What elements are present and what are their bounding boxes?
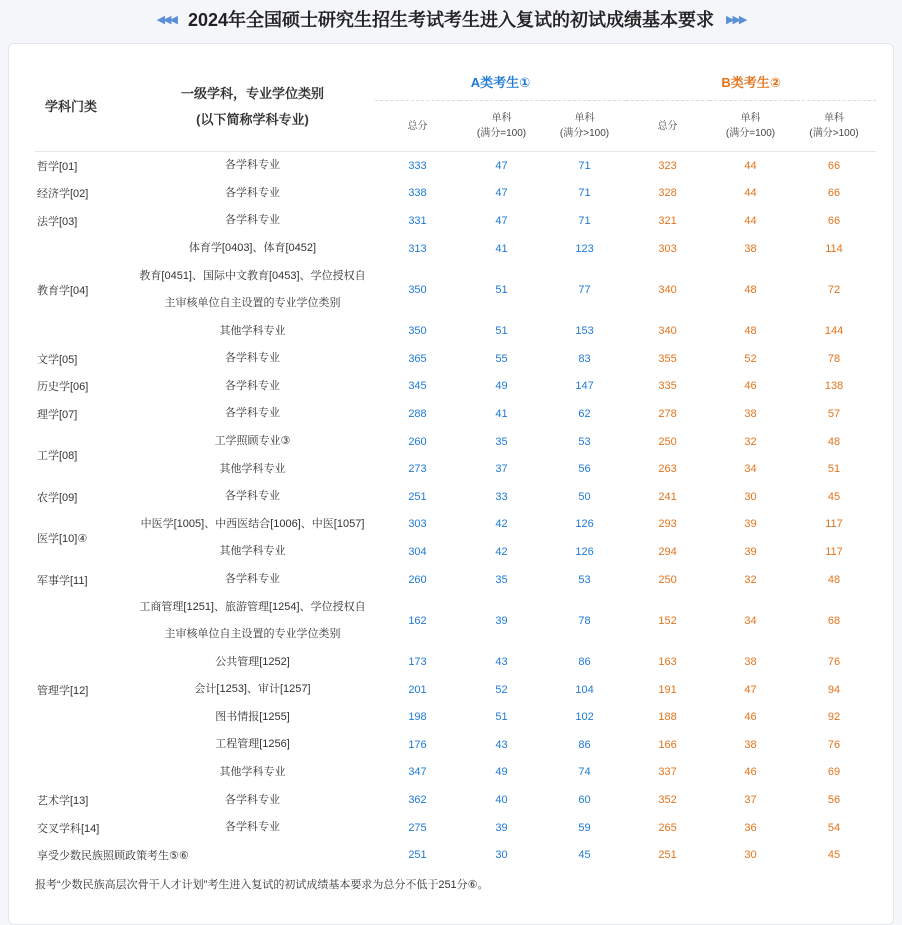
category-cell: 法学[03] (37, 215, 78, 228)
score-a-2: 71 (578, 214, 591, 227)
table-row (35, 235, 876, 263)
score-a-2: 71 (578, 187, 591, 200)
score-a-0: 365 (408, 352, 427, 365)
score-a-1: 43 (495, 738, 508, 751)
table-row (35, 814, 876, 842)
category-cell: 历史学[06] (37, 381, 89, 394)
category-cell: 文学[05] (37, 353, 78, 366)
score-a-2: 86 (578, 656, 591, 669)
score-b-1: 37 (744, 794, 757, 807)
header-b-total: 总分 (626, 101, 709, 152)
score-b-2: 138 (824, 380, 844, 393)
score-a-0: 273 (408, 463, 427, 476)
score-a-0: 338 (408, 187, 427, 200)
score-b-0: 303 (658, 242, 677, 255)
table-row (35, 180, 876, 208)
score-b-2: 114 (825, 242, 843, 255)
score-b-1: 30 (744, 849, 757, 862)
major-cell: 各学科专业 (225, 821, 280, 834)
score-b-2: 48 (827, 435, 841, 448)
score-a-2: 53 (578, 435, 591, 448)
score-b-2: 78 (827, 352, 841, 365)
score-a-1: 51 (495, 711, 508, 724)
score-b-0: 250 (658, 573, 677, 586)
score-b-0: 328 (658, 187, 677, 200)
score-a-2: 123 (575, 242, 594, 255)
score-a-0: 347 (408, 766, 427, 779)
score-b-0: 250 (658, 435, 677, 448)
score-a-1: 35 (495, 435, 508, 448)
score-a-2: 147 (575, 380, 594, 393)
score-b-2: 45 (827, 849, 841, 862)
score-a-0: 173 (408, 656, 427, 669)
header-group-a: A类考生① (375, 62, 626, 101)
score-a-2: 45 (578, 849, 591, 862)
score-a-2: 60 (578, 794, 591, 807)
score-a-0: 260 (408, 435, 427, 448)
score-table-body (35, 152, 876, 870)
score-a-2: 62 (578, 407, 591, 420)
table-row (35, 455, 876, 483)
major-cell: 图书情报[1255] (215, 710, 290, 723)
score-b-0: 251 (658, 849, 677, 862)
score-a-0: 313 (408, 242, 427, 255)
score-a-2: 59 (578, 821, 591, 834)
score-b-1: 44 (744, 159, 757, 172)
table-row (35, 483, 876, 511)
score-a-2: 102 (575, 711, 594, 724)
score-b-2: 69 (827, 766, 841, 779)
category-cell: 教育学[04] (37, 284, 89, 297)
score-a-1: 52 (495, 683, 508, 696)
score-b-1: 38 (744, 242, 757, 255)
table-row (35, 704, 876, 732)
score-a-1: 51 (495, 325, 508, 338)
score-b-1: 38 (744, 656, 757, 669)
score-b-0: 323 (658, 159, 677, 172)
table-row (35, 841, 876, 869)
major-cell: 各学科专业 (225, 214, 280, 227)
score-a-1: 37 (495, 463, 508, 476)
score-b-1: 48 (744, 283, 757, 296)
major-cell: 其他学科专业 (219, 324, 286, 337)
table-row (35, 152, 876, 180)
score-a-1: 30 (495, 849, 508, 862)
score-b-1: 47 (744, 683, 757, 696)
score-a-2: 86 (578, 738, 591, 751)
score-a-1: 40 (495, 794, 508, 807)
category-cell: 工学[08] (37, 450, 78, 463)
score-b-0: 241 (658, 490, 677, 503)
score-a-2: 50 (578, 490, 591, 503)
score-a-2: 74 (578, 766, 591, 779)
score-b-1: 46 (744, 766, 757, 779)
score-a-2: 71 (578, 159, 591, 172)
score-a-0: 304 (408, 545, 427, 558)
major-cell: 各学科专业 (225, 407, 280, 420)
score-a-1: 35 (495, 573, 508, 586)
table-row (35, 566, 876, 594)
page-title: 2024年全国硕士研究生招生考试考生进入复试的初试成绩基本要求 (187, 10, 715, 30)
score-a-1: 47 (495, 214, 508, 227)
score-b-2: 66 (827, 214, 841, 227)
table-row (35, 262, 876, 317)
score-b-2: 72 (827, 283, 841, 296)
score-a-2: 56 (578, 463, 591, 476)
header-a-total: 总分 (375, 101, 460, 152)
score-a-0: 251 (408, 490, 427, 503)
score-a-1: 49 (495, 766, 508, 779)
score-table (35, 62, 876, 869)
major-cell: 工学照顾专业③ (214, 435, 291, 448)
score-a-1: 41 (495, 242, 508, 255)
score-b-1: 46 (744, 380, 757, 393)
score-b-1: 39 (744, 545, 757, 558)
score-b-0: 152 (658, 614, 677, 627)
score-b-2: 117 (825, 518, 843, 531)
major-cell: 各学科专业 (225, 490, 280, 503)
score-b-2: 48 (827, 573, 841, 586)
score-b-0: 166 (658, 738, 677, 751)
score-a-1: 39 (495, 614, 508, 627)
score-a-0: 198 (408, 711, 427, 724)
score-b-0: 293 (658, 518, 677, 531)
major-cell: 其他学科专业 (219, 545, 286, 558)
score-b-0: 263 (658, 463, 677, 476)
major-cell: 工商管理[1251]、旅游管理[1254]、学位授权自主审核单位自主设置的专业学位类别 (139, 600, 366, 640)
score-b-1: 30 (744, 490, 757, 503)
table-row (35, 759, 876, 787)
score-b-0: 321 (658, 214, 677, 227)
score-b-0: 265 (658, 821, 677, 834)
score-b-0: 294 (658, 545, 677, 558)
table-row (35, 317, 876, 345)
score-table-card (8, 43, 894, 925)
score-b-0: 191 (658, 683, 677, 696)
category-cell: 艺术学[13] (37, 795, 89, 808)
score-a-1: 39 (495, 821, 508, 834)
header-group-b: B类考生② (626, 62, 876, 101)
category-cell: 经济学[02] (37, 188, 89, 201)
score-a-0: 275 (408, 821, 427, 834)
header-a-singleover: 单科 (满分>100) (543, 101, 626, 152)
table-row (35, 676, 876, 704)
score-a-0: 251 (408, 849, 427, 862)
major-cell: 各学科专业 (225, 159, 280, 172)
score-b-2: 68 (827, 614, 841, 627)
score-b-1: 36 (744, 821, 757, 834)
score-a-2: 83 (578, 352, 591, 365)
table-row (35, 538, 876, 566)
score-a-2: 153 (575, 325, 594, 338)
score-a-2: 126 (575, 518, 594, 531)
major-cell: 各学科专业 (225, 352, 280, 365)
major-cell: 教育[0451]、国际中文教育[0453]、学位授权自主审核单位自主设置的专业学位类别 (139, 269, 366, 309)
score-b-2: 54 (827, 821, 841, 834)
score-b-1: 34 (744, 463, 757, 476)
score-b-1: 44 (744, 187, 757, 200)
score-a-1: 42 (495, 545, 508, 558)
score-b-0: 337 (658, 766, 677, 779)
score-b-0: 278 (658, 407, 677, 420)
category-cell: 理学[07] (37, 408, 78, 421)
score-a-1: 42 (495, 518, 508, 531)
score-b-2: 144 (824, 325, 844, 338)
score-b-0: 355 (658, 352, 677, 365)
right-arrows-icon: ▶▶▶ (726, 13, 746, 26)
score-b-0: 163 (658, 656, 677, 669)
score-a-2: 104 (575, 683, 594, 696)
score-b-2: 117 (825, 545, 843, 558)
category-cell: 农学[09] (37, 491, 78, 504)
score-b-1: 46 (744, 711, 757, 724)
score-b-2: 51 (827, 463, 841, 476)
major-cell: 各学科专业 (225, 379, 280, 392)
table-row (35, 400, 876, 428)
score-a-0: 162 (408, 614, 427, 627)
score-a-0: 333 (408, 159, 427, 172)
major-cell: 各学科专业 (225, 793, 280, 806)
score-b-2: 66 (827, 187, 841, 200)
footnote: 报考“少数民族高层次骨干人才计划”考生进入复试的初试成绩基本要求为总分不低于251分⑥。 (35, 879, 489, 891)
major-cell: 各学科专业 (225, 573, 280, 586)
table-row (35, 648, 876, 676)
score-a-2: 78 (578, 614, 591, 627)
score-b-1: 38 (744, 738, 757, 751)
score-b-1: 34 (744, 614, 757, 627)
score-a-0: 288 (408, 407, 427, 420)
header-a-single100: 单科 (满分=100) (460, 101, 543, 152)
header-category: 学科门类 (35, 62, 130, 152)
table-row (35, 511, 876, 539)
score-b-0: 335 (658, 380, 677, 393)
score-b-1: 32 (744, 573, 757, 586)
major-cell: 各学科专业 (225, 186, 280, 199)
score-b-1: 52 (744, 352, 757, 365)
header-major-line2: (以下简称学科专业) (196, 111, 309, 127)
score-b-1: 32 (744, 435, 757, 448)
major-cell: 其他学科专业 (219, 462, 286, 475)
table-row (35, 731, 876, 759)
table-row (35, 345, 876, 373)
category-cell: 哲学[01] (37, 160, 78, 173)
score-b-2: 56 (827, 794, 841, 807)
score-b-2: 92 (827, 711, 841, 724)
major-cell: 公共管理[1252] (215, 655, 290, 668)
score-b-0: 352 (658, 794, 677, 807)
score-b-2: 94 (827, 683, 841, 696)
score-a-0: 303 (408, 518, 427, 531)
category-cell: 医学[10]④ (37, 533, 88, 546)
score-a-1: 47 (495, 187, 508, 200)
score-a-1: 49 (495, 380, 508, 393)
header-major-line1: 一级学科，专业学位类别 (180, 85, 324, 101)
score-a-1: 47 (495, 159, 508, 172)
score-b-1: 44 (744, 214, 757, 227)
score-b-1: 48 (744, 325, 757, 338)
score-a-0: 201 (408, 683, 427, 696)
major-cell: 中医学[1005]、中西医结合[1006]、中医[1057] (140, 517, 365, 530)
score-a-1: 51 (495, 283, 508, 296)
category-cell: 军事学[11] (37, 574, 88, 587)
score-a-1: 41 (495, 407, 508, 420)
score-a-0: 176 (408, 738, 427, 751)
score-b-0: 340 (658, 325, 677, 338)
left-arrows-icon: ◀◀◀ (156, 13, 176, 26)
table-row (35, 428, 876, 456)
score-a-0: 345 (408, 380, 427, 393)
table-row (35, 373, 876, 401)
score-b-2: 76 (827, 656, 841, 669)
score-a-1: 55 (495, 352, 508, 365)
category-cell: 交叉学科[14] (37, 822, 100, 835)
major-cell: 会计[1253]、审计[1257] (194, 683, 311, 696)
score-a-0: 350 (408, 325, 427, 338)
score-a-1: 43 (495, 656, 508, 669)
score-b-2: 57 (827, 407, 841, 420)
score-b-0: 340 (658, 283, 677, 296)
score-a-2: 126 (575, 545, 594, 558)
major-cell: 其他学科专业 (219, 765, 286, 778)
category-cell: 享受少数民族照顾政策考生⑤⑥ (37, 850, 189, 863)
header-b-single100: 单科 (满分=100) (709, 101, 792, 152)
major-cell: 工程管理[1256] (215, 738, 290, 751)
score-a-0: 350 (408, 283, 427, 296)
score-a-0: 331 (408, 214, 427, 227)
score-b-2: 76 (827, 738, 841, 751)
category-cell: 管理学[12] (37, 684, 89, 697)
score-b-2: 66 (827, 159, 841, 172)
score-a-2: 53 (578, 573, 591, 586)
score-b-1: 38 (744, 407, 757, 420)
score-a-0: 260 (408, 573, 427, 586)
page-title-bar (0, 0, 902, 38)
score-b-0: 188 (658, 711, 677, 724)
major-cell: 体育学[0403]、体育[0452] (188, 242, 317, 255)
table-row (35, 207, 876, 235)
header-major (130, 62, 375, 152)
score-a-1: 33 (495, 490, 508, 503)
score-b-1: 39 (744, 518, 757, 531)
header-b-singleover: 单科 (满分>100) (792, 101, 876, 152)
score-a-2: 77 (578, 283, 591, 296)
table-row (35, 786, 876, 814)
table-row (35, 593, 876, 648)
score-a-0: 362 (408, 794, 427, 807)
score-b-2: 45 (827, 490, 841, 503)
